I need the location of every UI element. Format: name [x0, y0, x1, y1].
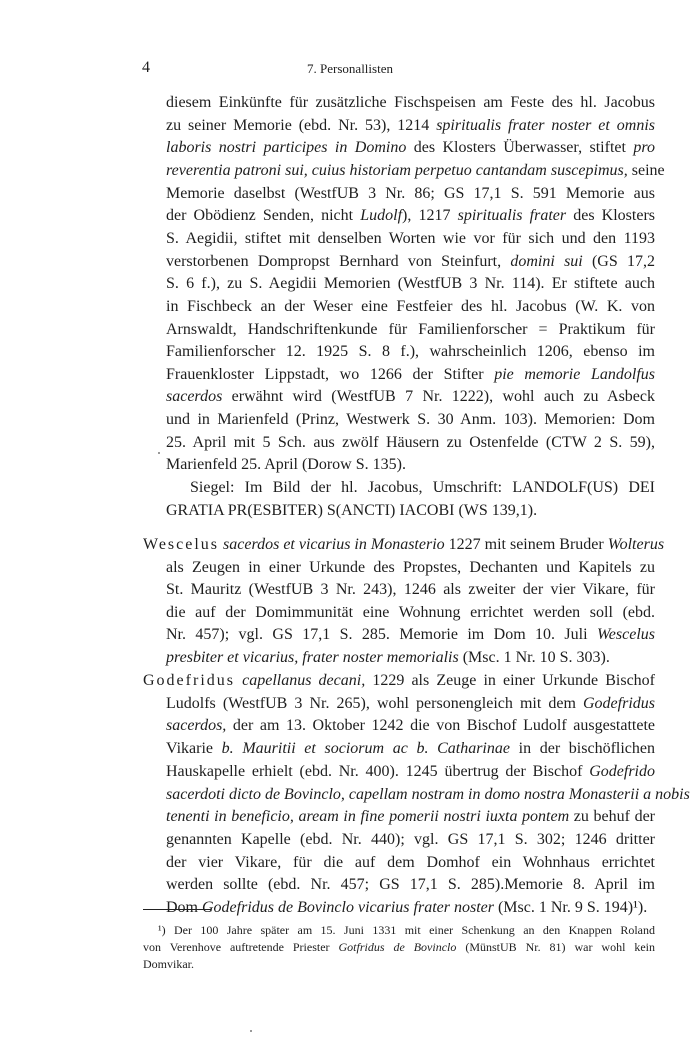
text-line: [166, 557, 655, 579]
footnote-line: [143, 939, 655, 955]
text-run: diesem Einkünfte für zusätzliche Fischspeisen am Feste des hl. Jacobus: [166, 94, 655, 111]
italic-text: Wolterus: [607, 536, 665, 553]
italic-text: laboris nostri participes in Domino: [166, 139, 407, 157]
italic-text: tenenti in beneficio, aream in fine pomerii nostri iuxta pontem: [166, 808, 570, 826]
text-run: der Obödienz Senden, nicht: [166, 207, 361, 225]
text-run: Domvikar.: [143, 957, 194, 971]
text-line: [143, 670, 655, 692]
italic-text: spiritualis frater noster et omnis: [436, 116, 656, 134]
text-line: [166, 160, 665, 182]
footnote-line: [143, 956, 655, 972]
text-line: [166, 500, 655, 522]
text-run: Frauenkloster Lippstadt, wo 1266 der Stifter: [166, 365, 495, 383]
italic-text: Godefridus de Bovinclo vicarius frater noster: [202, 899, 494, 916]
text-run: S. 6 f.), zu S. Aegidii Memorien (WestfUB 3 Nr. 114). Er stiftete auch: [166, 275, 655, 293]
italic-text: sacerdoti dicto de Bovinclo, capellam nostram in domo nostra Monasterii a nobis: [166, 785, 690, 803]
text-run: Memorie daselbst (WestfUB 3 Nr. 86; GS 17,1 S. 591 Memorie aus: [166, 184, 655, 202]
text-run: zu seiner Memorie (ebd. Nr. 53), 1214: [166, 116, 437, 134]
italic-text: spiritualis frater: [457, 207, 567, 225]
text-line: [166, 852, 655, 874]
italic-text: Godefrido: [589, 762, 655, 780]
scan-mark: [250, 1030, 252, 1032]
text-run: St. Mauritz (WestfUB 3 Nr. 243), 1246 als zweiter der vier Vikare, für: [166, 581, 655, 598]
italic-text: sacerdos et vicarius in Monasterio: [223, 536, 445, 553]
italic-text: domini sui: [510, 252, 583, 270]
page-number: 4: [142, 59, 150, 76]
italic-text: sacerdos,: [166, 717, 227, 735]
text-run: GRATIA PR(ESBITER) S(ANCTI) IACOBI (WS 139,1).: [166, 501, 538, 519]
text-run: Nr. 457); vgl. GS 17,1 S. 285. Memorie im Dom 10. Juli: [166, 626, 597, 643]
text-line: [190, 477, 655, 499]
italic-text: presbiter et vicarius, frater noster memorialis: [166, 648, 459, 666]
text-line: [166, 92, 655, 114]
text-run: ¹) Der 100 Jahre später am 15. Juni 1331 mit einer Schenkung an den Knappen Roland: [158, 923, 655, 937]
text-line: [166, 273, 655, 295]
text-run: Vikarie: [166, 740, 222, 758]
text-line: [166, 319, 655, 341]
text-run: 25. April mit 5 Sch. aus zwölf Häusern zu Ostenfelde (CTW 2 S. 59),: [166, 433, 655, 451]
text-run: S. Aegidii, stiftet mit denselben Worten wie vor für sich und den 1193: [166, 229, 655, 247]
text-line: [166, 624, 655, 646]
italic-text: b. Mauritii et sociorum ac b. Catharinae: [221, 740, 510, 758]
text-line: [166, 432, 655, 454]
text-run: Familienforscher 12. 1925 S. 8 f.), wahrscheinlich 1206, ebenso im: [166, 343, 655, 361]
text-line: [166, 205, 655, 227]
text-run: der vier Vikare, für die auf dem Domhof ein Wohnhaus errichtet: [166, 853, 655, 871]
text-line: [166, 715, 655, 737]
text-run: erwähnt wird (WestfUB 7 Nr. 1222), wohl auch zu Asbeck: [222, 388, 655, 406]
italic-text: capellanus decani,: [242, 672, 366, 689]
text-run: Siegel: Im Bild der hl. Jacobus, Umschrift: LANDOLF(US) DEI: [190, 479, 655, 497]
text-line: [166, 738, 655, 760]
text-line: [166, 251, 655, 273]
text-line: [166, 341, 655, 363]
italic-text: Ludolf: [360, 207, 403, 225]
text-line: [166, 137, 655, 159]
text-line: [166, 784, 690, 806]
text-line: [166, 602, 655, 624]
italic-text: pie memorie Landolfus: [494, 365, 655, 383]
text-run: die auf der Domimmunität eine Wohnung errichtet werden soll (ebd.: [166, 603, 655, 621]
text-run: des Klosters Überwasser, stiftet: [406, 139, 634, 157]
running-head: 7. Personallisten: [307, 61, 393, 76]
text-run: in der bischöflichen: [509, 740, 655, 758]
entry-name: Wescelus: [143, 536, 220, 553]
text-line: [166, 409, 655, 431]
text-line: [166, 829, 655, 851]
text-run: in Fischbeck an der Weser eine Festfeier des hl. Jacobus (W. K. von: [166, 297, 655, 315]
italic-text: pro: [633, 139, 655, 157]
entry-name: Godefridus: [143, 672, 235, 689]
italic-text: reverentia patroni sui, cuius historiam perpetuo cantandam suscepimus,: [166, 161, 628, 179]
text-line: [166, 228, 655, 250]
text-run: als Zeugen in einer Urkunde des Propstes, Dechanten und Kapitels zu: [166, 558, 655, 576]
text-line: [166, 454, 655, 476]
text-line: [143, 534, 665, 556]
text-run: (MünstUB Nr. 81) war wohl kein: [456, 940, 656, 954]
footnote-line: [158, 922, 655, 938]
footnote-rule: [143, 909, 211, 910]
text-line: [166, 183, 655, 205]
text-run: und in Marienfeld (Prinz, Westwerk S. 30 Anm. 103). Memorien: Dom: [166, 411, 655, 429]
text-run: zu behuf der: [569, 808, 656, 826]
text-line: [166, 761, 655, 783]
text-run: Hauskapelle erhielt (ebd. Nr. 400). 1245 übertrug der Bischof: [166, 762, 590, 780]
text-run: von Verenhove auftretende Priester: [143, 940, 339, 954]
text-run: Ludolfs (WestfUB 3 Nr. 265), wohl personengleich mit dem: [166, 694, 583, 712]
text-run: (Msc. 1 Nr. 9 S. 194)¹).: [493, 899, 648, 916]
text-run: Arnswaldt, Handschriftenkunde für Familienforscher = Praktikum für: [166, 320, 655, 338]
text-line: [166, 693, 655, 715]
text-run: 1229 als Zeuge in einer Urkunde Bischof: [365, 672, 655, 689]
text-run: (Msc. 1 Nr. 10 S. 303).: [458, 648, 610, 666]
text-run: 1227 mit seinem Bruder: [444, 536, 608, 553]
text-line: [166, 296, 655, 318]
italic-text: Gotfridus de Bovinclo: [338, 940, 457, 954]
text-run: des Klosters: [566, 207, 655, 225]
text-run: Marienfeld 25. April (Dorow S. 135).: [166, 456, 406, 474]
text-run: ), 1217: [402, 207, 458, 225]
scan-mark: [158, 452, 160, 454]
italic-text: Godefridus: [583, 694, 655, 712]
text-line: [166, 806, 655, 828]
text-line: [166, 897, 655, 919]
text-run: (GS 17,2: [582, 252, 655, 270]
text-line: [166, 364, 655, 386]
italic-text: sacerdos: [166, 388, 223, 406]
text-run: verstorbenen Dompropst Bernhard von Steinfurt,: [166, 252, 511, 270]
text-line: [166, 579, 655, 601]
text-run: seine: [627, 161, 665, 179]
text-line: [166, 647, 655, 669]
text-run: der am 13. Oktober 1242 die von Bischof Ludolf ausgestattete: [226, 717, 655, 735]
text-line: [166, 115, 655, 137]
italic-text: Wescelus: [596, 626, 655, 643]
text-run: Dom: [166, 899, 202, 916]
text-run: werden sollte (ebd. Nr. 457; GS 17,1 S. 285).Memorie 8. April im: [166, 876, 655, 894]
text-line: [166, 386, 655, 408]
text-run: genannten Kapelle (ebd. Nr. 440); vgl. GS 17,1 S. 302; 1246 dritter: [166, 830, 655, 848]
text-line: [166, 874, 655, 896]
